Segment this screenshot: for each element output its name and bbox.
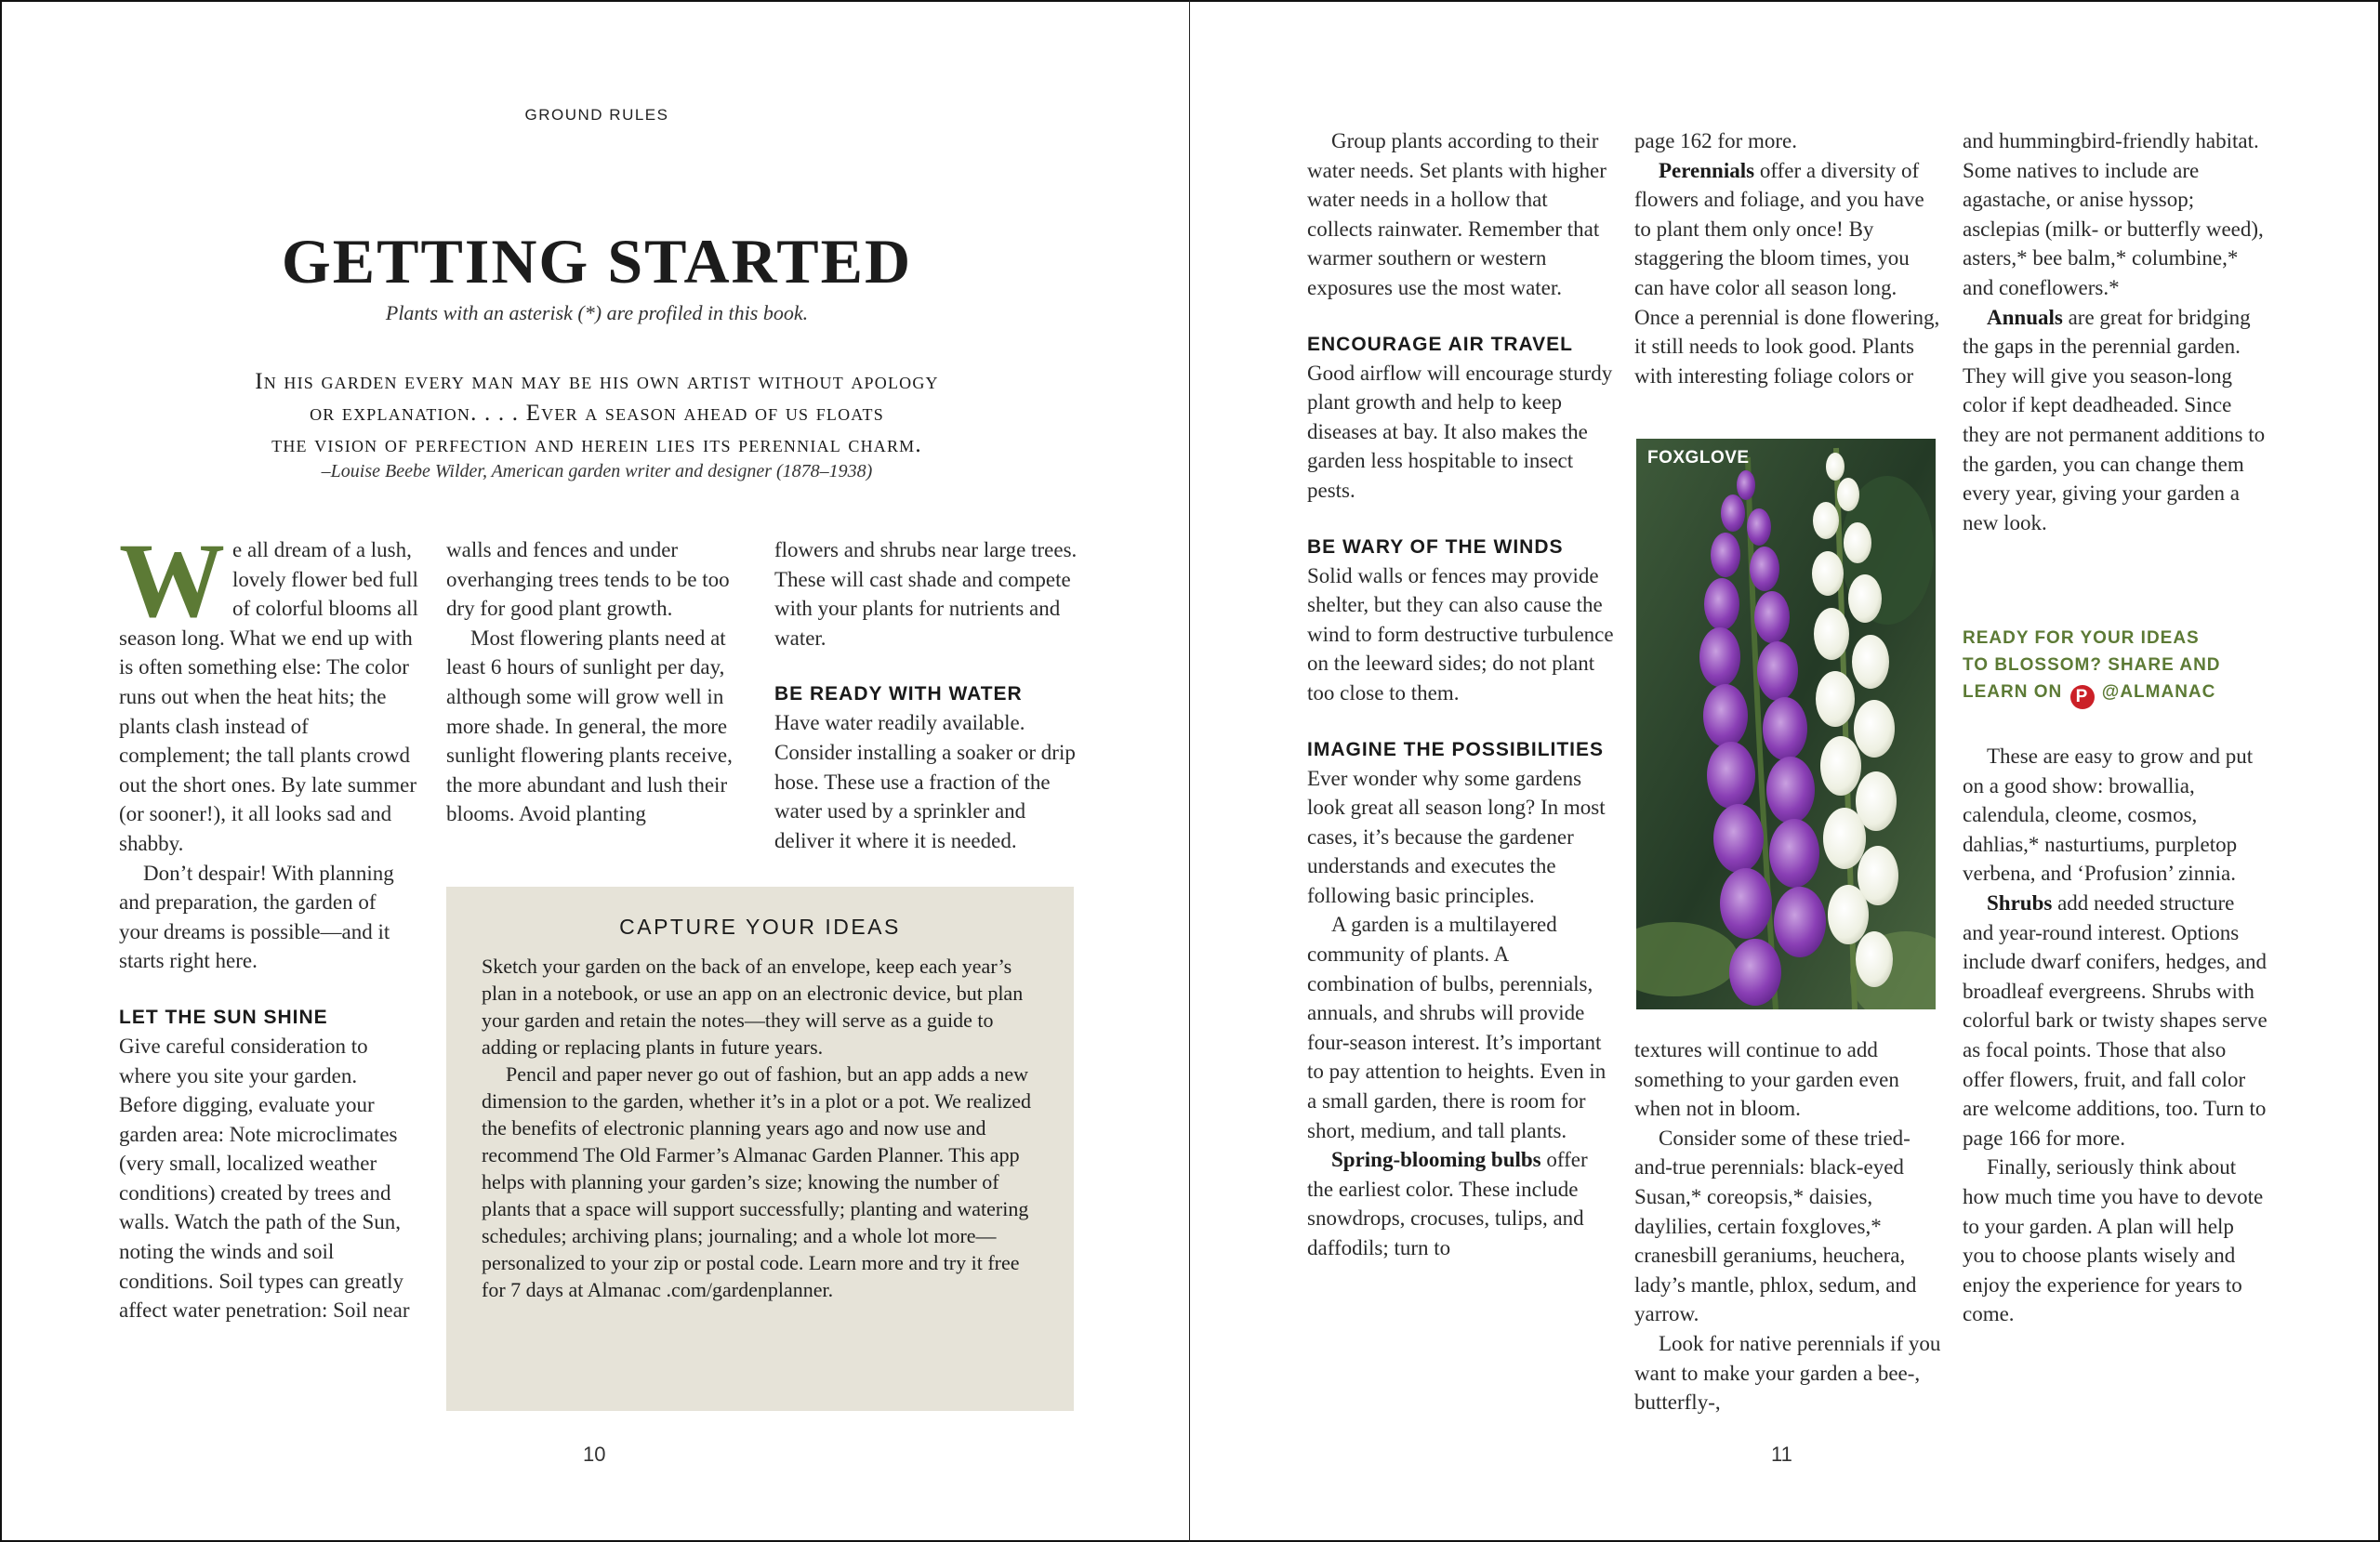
paragraph	[1963, 889, 2269, 1153]
sidebar-paragraph: Sketch your garden on the back of an envelope, keep each year’s plan in a notebook, or use an app on an electronic device, but plan your garden and retain the notes—they will serve as a guide to adding or replacing plants in future years.	[482, 955, 1024, 1059]
sidebar-title: CAPTURE YOUR IDEAS	[619, 915, 901, 939]
paragraph	[1963, 303, 2269, 538]
section-heading-air: ENCOURAGE AIR TRAVEL	[1307, 333, 1574, 355]
cta-text: LEARN ON	[1963, 682, 2063, 702]
paragraph: Ever wonder why some gardens look great all season long? In most cases, it’s because the gardener understands and executes the following basic principles.	[1307, 766, 1606, 907]
drop-cap: W	[119, 521, 225, 639]
paragraph-text: add needed structure and year-round interest. Options include dwarf conifers, hedges, and broadleaf evergreens. Shrubs with colorful bark or twisty shapes serve as focal points. Those that also offer flowers, fruit, and fall color are welcome additions, too. Turn to page 166 for more.	[1963, 890, 2268, 1150]
section-heading-possibilities: IMAGINE THE POSSIBILITIES	[1307, 738, 1605, 760]
paragraph-text: are great for bridging the gaps in the perennial garden. They will give you season-long color if kept deadheaded. Since they are not permanent additions to the garden, you can change them every year, giving your garden a new look.	[1963, 305, 2266, 534]
bold-term: Perennials	[1659, 158, 1755, 182]
paragraph: Most flowering plants need at least 6 hours of sunlight per day, although some will grow well in more shade. In general, the more sunlight flowering plants receive, the more abundant and lush their blooms. Avoid planting	[446, 626, 733, 826]
paragraph: Solid walls or fences may provide shelter, but they can also cause the wind to form destructive turbulence on the leeward sides; do not plant too close to them.	[1307, 563, 1614, 705]
right-column-3-bottom	[1963, 742, 2269, 1329]
pinterest-cta[interactable]	[1963, 625, 2269, 709]
paragraph: textures will continue to add something to your garden even when not in bloom.	[1634, 1038, 1899, 1121]
page-title: GETTING STARTED	[281, 226, 913, 297]
paragraph: Have water readily available. Consider installing a soaker or drip hose. These use a fraction of the water used by a sprinkler and deliver it where it is needed.	[774, 711, 1076, 852]
paragraph	[1634, 156, 1941, 391]
photo-caption: FOXGLOVE	[1647, 448, 1750, 468]
right-column-2-top	[1634, 126, 1941, 390]
paragraph-text: offer the earliest color. These include snowdrops, crocuses, tulips, and daffodils; turn to	[1307, 1148, 1588, 1259]
paragraph: and hummingbird-friendly habitat. Some natives to include are agastache, or anise hyssop; asclepias (milk- or butterfly weed), asters,* bee balm,* columbine,* and coneflowers.*	[1963, 129, 2264, 299]
left-column-2	[446, 535, 753, 829]
right-column-3-top	[1963, 126, 2269, 537]
section-heading-sun: LET THE SUN SHINE	[119, 1006, 328, 1028]
paragraph: page 162 for more.	[1634, 129, 1797, 152]
cta-line: READY FOR YOUR IDEAS	[1963, 628, 2200, 648]
paragraph: These are easy to grow and put on a good show: browallia, calendula, cleome, cosmos, dahlias,* nasturtiums, purpletop verbena, and ‘Profusion’ zinnia.	[1963, 745, 2254, 886]
quote-attribution: –Louise Beebe Wilder, American garden writer and designer (1878–1938)	[321, 461, 873, 481]
sidebar-paragraph: Pencil and paper never go out of fashion, but an app adds a new dimension to the garden, whether it’s in a plot or a pot. We realized the benefits of electronic planning years ago and now use and recommend The Old Farmer’s Almanac Garden Planner. This app helps with planning your garden’s size; knowing the number of plants that a space will support successfully; planting and watering schedules; archiving plans; journaling; and a whole lot more—personalized to your zip or postal code. Learn more and try it free for 7 days at Almanac .com/gardenplanner.	[482, 1062, 1032, 1301]
quote-line: the vision of perfection and herein lies its perennial charm.	[271, 432, 922, 457]
paragraph: A garden is a multilayered community of plants. A combination of bulbs, perennials, annuals, and shrubs will provide four-season interest. It’s important to pay attention to heights. Even in a small garden, there is room for short, medium, and tall plants.	[1307, 913, 1606, 1142]
almanac-handle-link[interactable]: @ALMANAC	[2101, 682, 2216, 702]
pinterest-icon[interactable]: P	[2070, 685, 2095, 709]
page-subtitle: Plants with an asterisk (*) are profiled in this book.	[385, 301, 809, 324]
running-head: GROUND RULES	[524, 106, 669, 124]
bold-term: Annuals	[1987, 305, 2063, 329]
paragraph: Good airflow will encourage sturdy plant growth and help to keep diseases at bay. It also makes the garden less hospitable to insect pests.	[1307, 361, 1613, 502]
section-heading-winds: BE WARY OF THE WINDS	[1307, 535, 1564, 558]
left-column-1	[119, 521, 418, 1325]
section-heading-water: BE READY WITH WATER	[774, 683, 1023, 705]
right-column-1	[1307, 126, 1614, 1263]
paragraph-text: offer a diversity of flowers and foliage, and you have to plant them only once! By staggering the bloom times, you can have color all season long. Once a perennial is done flowering, it still needs to look good. Plants with interesting foliage colors or	[1634, 158, 1940, 388]
cta-line	[1963, 679, 2269, 709]
right-column-2-bottom	[1634, 1035, 1941, 1417]
bold-term: Spring-blooming bulbs	[1331, 1148, 1541, 1172]
foxglove-photo	[1636, 439, 1936, 1009]
paragraph: Group plants according to their water needs. Set plants with higher water needs in a hollow that collects rainwater. Remember that warmer southern or western exposures use the most water.	[1307, 129, 1606, 299]
cta-line: TO BLOSSOM? SHARE AND	[1963, 655, 2221, 675]
paragraph: Consider some of these tried-and-true perennials: black-eyed Susan,* coreopsis,* daisies, daylilies, certain foxgloves,* cranesbill geraniums, heuchera, lady’s mantle, phlox, sedum, and yarrow.	[1634, 1126, 1917, 1326]
paragraph	[1307, 1145, 1614, 1262]
epigraph-quote	[132, 366, 1062, 461]
paragraph: Give careful consideration to where you site your garden. Before digging, evaluate your garden area: Note microclimates (very small, localized weather conditions) created by trees and walls. Watch the path of the Sun, noting the winds and soil conditions. Soil types can greatly affect water penetration: Soil near	[119, 1034, 410, 1323]
capture-ideas-sidebar	[446, 887, 1074, 1411]
paragraph: walls and fences and under overhanging trees tends to be too dry for good plant growth.	[446, 538, 730, 621]
quote-line: In his garden every man may be his own artist without apology	[255, 369, 939, 394]
page-number: 11	[1771, 1443, 1792, 1466]
left-column-3	[774, 535, 1081, 855]
bold-term: Shrubs	[1987, 890, 2053, 915]
intro-text: e all dream of a lush, lovely flower bed full of colorful blooms all season long. What we end up with is often something else: The color runs out when the heat hits; the plants clash instead of complement; the tall plants crowd out the short ones. By late summer (or sooner!), it all looks sad and shabby.	[119, 538, 418, 855]
paragraph: Finally, seriously think about how much time you have to devote to your garden. A plan will help you to choose plants wisely and enjoy the experience for years to come.	[1963, 1155, 2264, 1326]
intro-paragraph	[119, 521, 418, 859]
paragraph: Don’t despair! With planning and preparation, the garden of your dreams is possible—and it starts right here.	[119, 861, 394, 973]
foxglove-illustration	[1636, 439, 1936, 1009]
sidebar-body	[482, 953, 1038, 1303]
paragraph: flowers and shrubs near large trees. These will cast shade and compete with your plants for nutrients and water.	[774, 538, 1078, 650]
page-number: 10	[583, 1443, 606, 1466]
quote-line: or explanation. . . . Ever a season ahead of us floats	[310, 401, 884, 426]
paragraph: Look for native perennials if you want to make your garden a bee-, butterfly-,	[1634, 1331, 1941, 1415]
